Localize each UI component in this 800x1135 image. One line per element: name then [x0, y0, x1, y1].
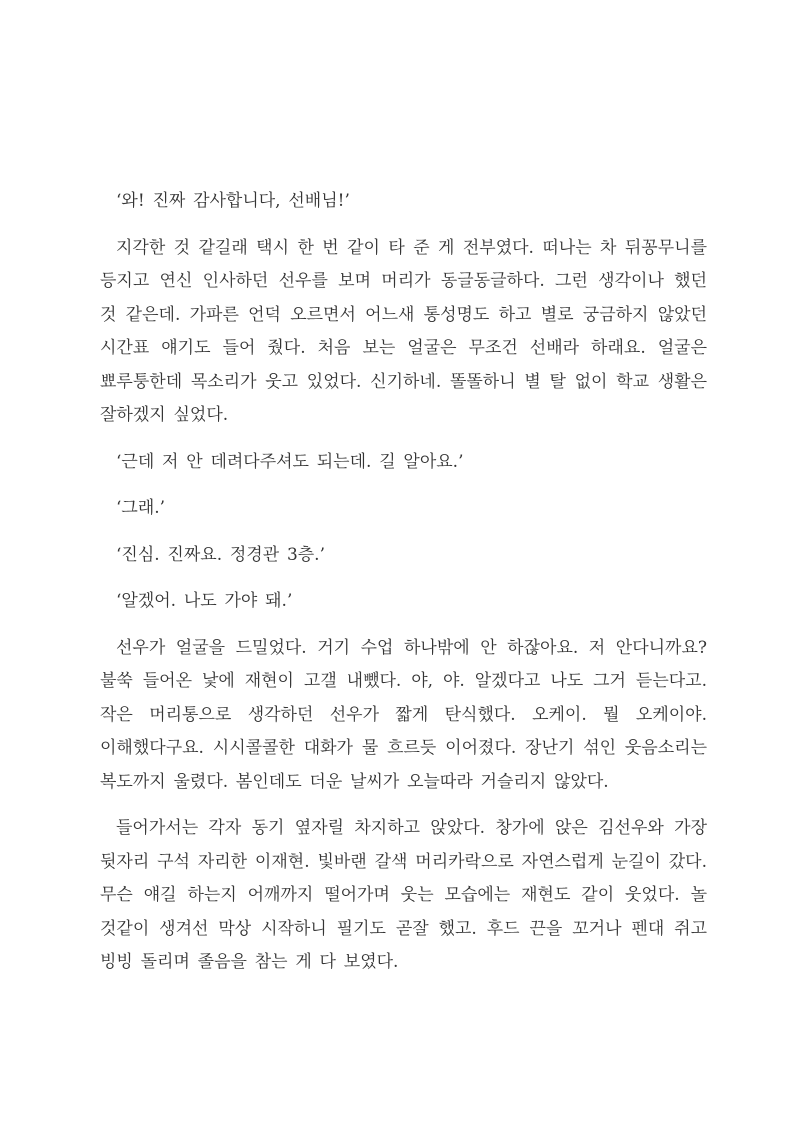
dialogue-paragraph: ‘와! 진짜 감사합니다, 선배님!’ [116, 191, 350, 211]
body-paragraph: 들어가서는 각자 동기 옆자릴 차지하고 앉았다. 창가에 앉은 김선우와 가장 뒷자리 구석 자리한 이재현. 빛바랜 갈색 머리카락으로 자연스럽게 눈길이 갔다. 무슨 얘길 하는지 어깨까지 떨어가며 웃는 모습에는 재현도 같이 웃었다. 놀 것같이 생겨선 막상 시작하니 필기도 곧잘 했고. 후드 끈을 꼬거나 펜대 쥐고 빙빙 돌리며 졸음을 참는 게 다 보였다. [100, 818, 707, 972]
dialogue-paragraph: ‘근데 저 안 데려다주셔도 되는데. 길 알아요.’ [116, 451, 464, 472]
page-text [100, 185, 707, 980]
dialogue-paragraph: ‘그래.’ [116, 498, 166, 518]
dialogue-paragraph: ‘알겠어. 나도 가야 돼.’ [116, 591, 293, 611]
body-paragraph: 선우가 얼굴을 드밀었다. 거기 수업 하나밖에 안 하잖아요. 저 안다니까요? 불쑥 들어온 낯에 재현이 고갤 내뺐다. 야, 야. 알겠다고 나도 그거 듣는다고. 작은 머리통으로 생각하던 선우가 짧게 탄식했다. 오케이. 뭘 오케이야. 이해했다구요. 시시콜콜한 대화가 물 흐르듯 이어졌다. 장난기 섞인 웃음소리는 복도까지 울렸다. 봄인데도 더운 날씨가 오늘따라 거슬리지 않았다. [100, 637, 707, 792]
body-paragraph: 지각한 것 같길래 택시 한 번 같이 타 준 게 전부였다. 떠나는 차 뒤꽁무니를 등지고 연신 인사하던 선우를 보며 머리가 동글동글하다. 그런 생각이나 했던 것 같은데. 가파른 언덕 오르면서 어느새 통성명도 하고 별로 궁금하지 않았던 시간표 얘기도 들어 줬다. 처음 보는 얼굴은 무조건 선배라 하래요. 얼굴은 뾰루퉁한데 목소리가 웃고 있었다. 신기하네. 똘똘하니 별 탈 없이 학교 생활은 잘하겠지 싶었다. [100, 237, 707, 425]
dialogue-paragraph: ‘진심. 진짜요. 정경관 3층.’ [116, 544, 325, 565]
